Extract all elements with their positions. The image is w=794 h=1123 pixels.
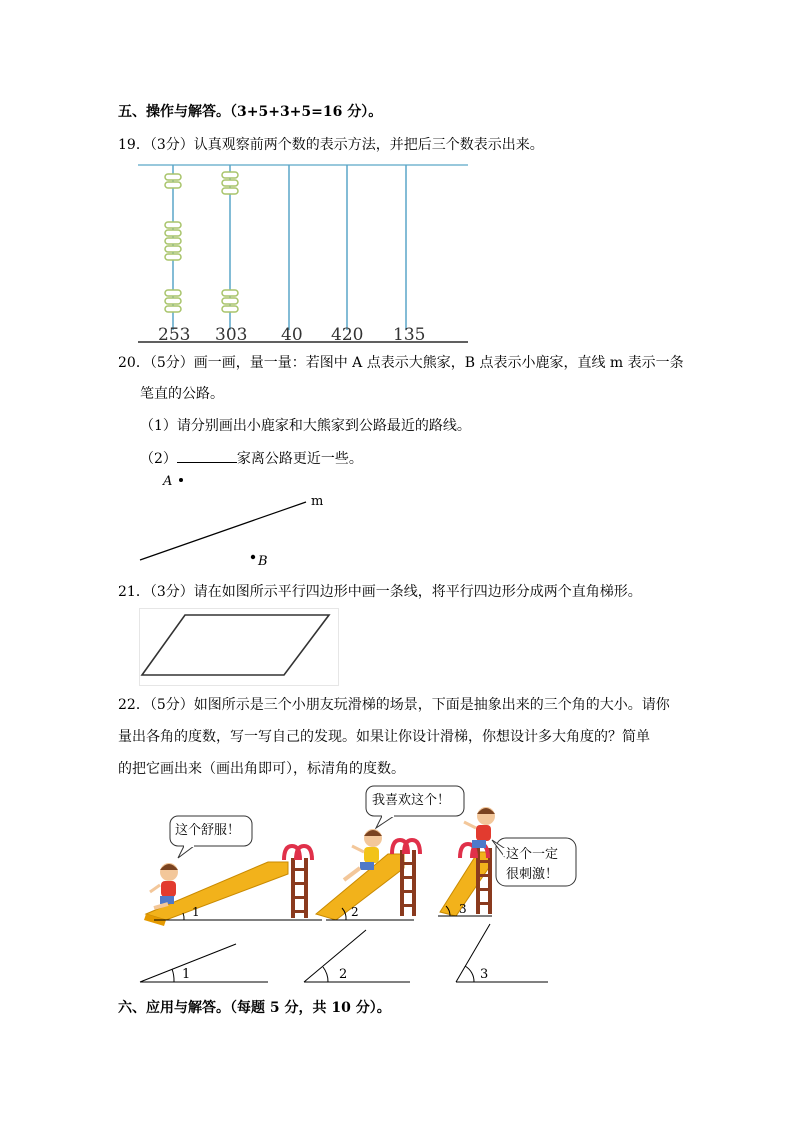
road-figure — [136, 490, 316, 565]
point-a-label: A — [163, 474, 173, 489]
scene-angle-label-3: 3 — [459, 902, 467, 916]
abacus-number-5: 135 — [393, 325, 426, 345]
abstract-angle-label-1: 1 — [182, 967, 191, 982]
abstract-angle-label-3: 3 — [480, 967, 489, 982]
abacus-number-4: 420 — [331, 325, 364, 345]
q20-stem-line2: 笔直的公路。 — [140, 386, 224, 402]
abstract-angle-label-2: 2 — [339, 967, 348, 982]
abacus-figure — [138, 160, 470, 346]
q20-sub2-prefix: （2） — [140, 451, 177, 467]
section-6-title: 六、应用与解答。（每题 5 分，共 10 分）。 — [118, 1000, 391, 1016]
speech-bubble-1: 这个舒服！ — [175, 823, 241, 838]
slide-scene-figure — [138, 782, 582, 988]
point-b-label: B — [258, 554, 268, 569]
abacus-number-3: 40 — [281, 325, 303, 345]
q20-sub2-suffix: 家离公路更近一些。 — [236, 451, 363, 467]
speech-bubble-3-line1: 这个一定 — [506, 847, 559, 862]
parallelogram-figure — [139, 608, 339, 686]
scene-angle-label-1: 1 — [192, 905, 200, 919]
scene-angle-label-2: 2 — [351, 905, 359, 919]
abacus-number-1: 253 — [158, 325, 191, 345]
section-5-title: 五、操作与解答。（3+5+3+5=16 分）。 — [118, 104, 383, 120]
q20-sub1: （1）请分别画出小鹿家和大熊家到公路最近的路线。 — [140, 418, 471, 434]
q20-sub2 — [140, 448, 363, 468]
speech-bubble-3-line2: 很刺激！ — [506, 867, 559, 882]
q22-stem-line3: 的把它画出来（画出角即可），标清角的度数。 — [118, 761, 405, 777]
q21-stem: 21．（3分）请在如图所示平行四边形中画一条线，将平行四边形分成两个直角梯形。 — [118, 584, 642, 600]
q20-stem-line1: 20．（5分）画一画，量一量：若图中 A 点表示大熊家，B 点表示小鹿家，直线 m 表示一条 — [118, 355, 684, 371]
q22-stem-line2: 量出各角的度数，写一写自己的发现。如果让你设计滑梯，你想设计多大角度的？简单 — [118, 729, 650, 745]
speech-bubble-2: 我喜欢这个！ — [372, 793, 451, 808]
q22-stem-line1: 22．（5分）如图所示是三个小朋友玩滑梯的场景，下面是抽象出来的三个角的大小。请你 — [118, 697, 670, 713]
slide-2-illustration — [316, 829, 420, 920]
point-a-dot — [179, 478, 183, 482]
abacus-number-2: 303 — [215, 325, 248, 345]
q19-stem: 19．（3分）认真观察前两个数的表示方法，并把后三个数表示出来。 — [118, 137, 544, 153]
line-m-label: m — [311, 494, 324, 509]
slide-1-illustration — [144, 846, 322, 926]
answer-blank[interactable] — [177, 448, 237, 463]
